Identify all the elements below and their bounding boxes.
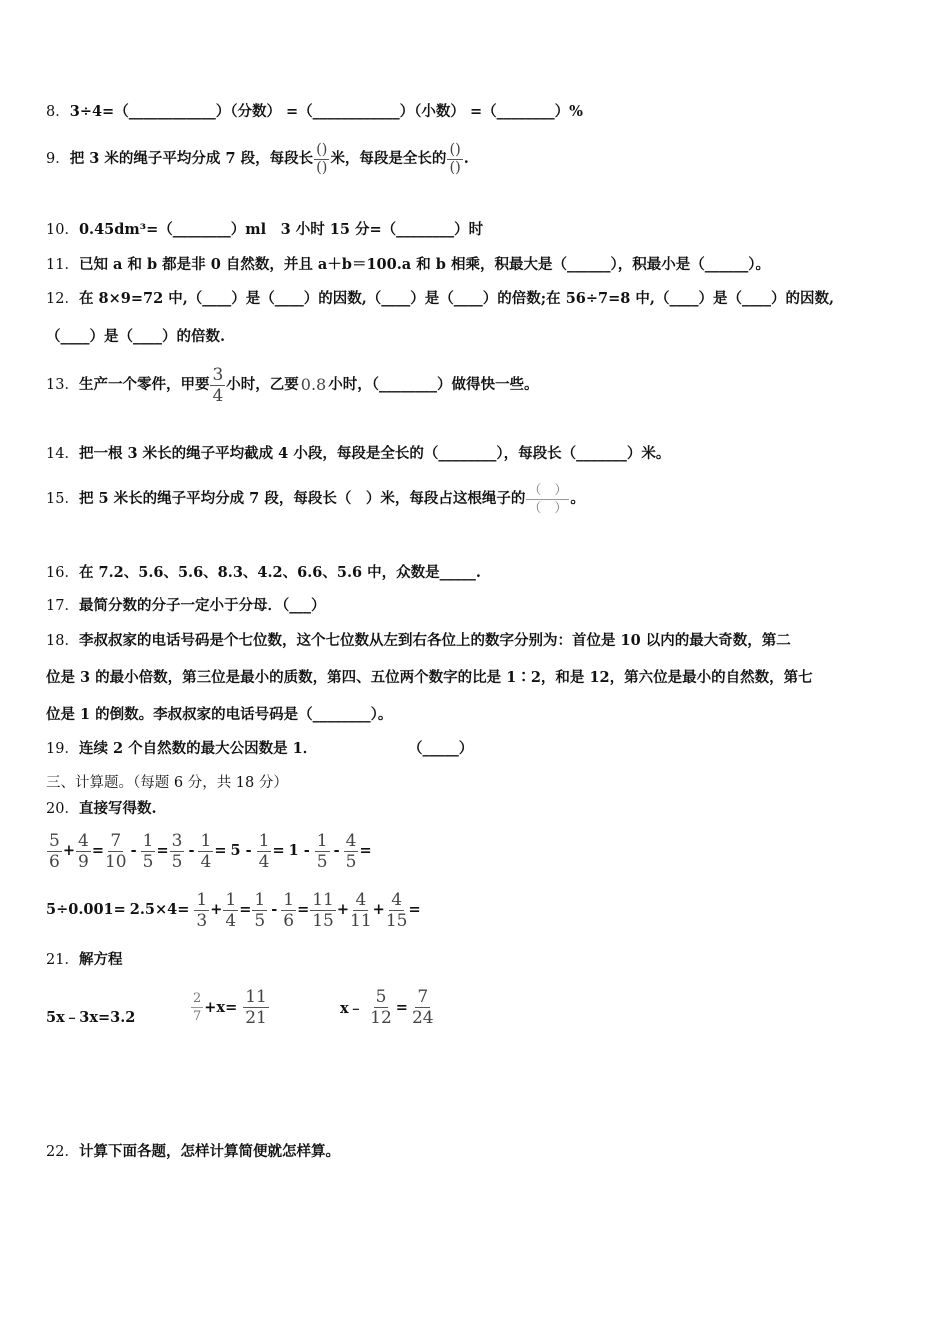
denominator: 15 — [312, 910, 334, 931]
denominator: 10 — [104, 851, 127, 872]
denominator: 5 — [316, 851, 328, 872]
equation-text: 5x﹣3x=3.2 — [46, 1009, 136, 1026]
expression-text: 5÷0.001= — [46, 901, 126, 918]
fraction — [412, 987, 434, 1028]
fraction — [315, 831, 330, 872]
question-text: 直接写得数. — [78, 800, 157, 817]
question-text: 。 — [570, 490, 585, 507]
question-number: 19． — [46, 741, 79, 757]
fraction — [170, 831, 185, 872]
equation-text: x﹣ — [340, 999, 364, 1017]
fraction — [47, 831, 62, 872]
fraction — [194, 890, 209, 931]
question-text: 位是 3 的最小倍数，第三位是最小的质数，第四、五位两个数字的比是 1∶2，和是 12，第六位是最小的自然数，第七 — [46, 669, 813, 686]
question-text: 把 5 米长的绳子平均分成 7 段，每段长（ ）米，每段占这根绳子的 — [78, 490, 526, 507]
question-text: 3÷4=（____________）（分数） =（____________）（小数） =（________）% — [69, 103, 583, 120]
question-18 — [46, 631, 920, 651]
denominator: () — [449, 159, 461, 176]
question-number: 14． — [46, 446, 79, 462]
numerator: 2 — [193, 990, 202, 1006]
question-text: 米，每段是全长的 — [330, 150, 447, 167]
denominator: （ ） — [528, 500, 568, 516]
numerator: 1 — [196, 889, 208, 910]
denominator: 21 — [245, 1007, 267, 1028]
fraction — [198, 831, 213, 872]
question-12 — [46, 289, 920, 309]
question-17 — [46, 596, 920, 616]
operator: - — [333, 842, 340, 859]
question-text: 解方程 — [78, 951, 123, 968]
question-number: 12． — [46, 291, 79, 307]
numerator: 1 — [316, 830, 328, 851]
question-number: 11． — [46, 257, 79, 273]
numerator: 4 — [77, 830, 89, 851]
expression-text: 1 - — [288, 842, 310, 859]
equals: = — [91, 842, 104, 859]
numerator: 3 — [212, 364, 224, 385]
answer-blank: （_____） — [408, 740, 474, 757]
denominator: 4 — [258, 851, 270, 872]
numerator: 1 — [258, 830, 270, 851]
question-number: 21． — [46, 952, 79, 968]
numerator: 1 — [225, 889, 237, 910]
denominator: 6 — [283, 910, 295, 931]
question-text: 生产一个零件，甲要 — [78, 376, 210, 393]
question-text: 小时，（________）做得快一些。 — [328, 376, 539, 393]
fraction — [281, 890, 296, 931]
decimal-value: 0.8 — [300, 375, 327, 394]
denominator: 15 — [385, 910, 408, 931]
question-number: 22． — [46, 1144, 79, 1160]
fraction — [210, 365, 225, 406]
question-12-continued — [46, 327, 920, 347]
fraction — [314, 142, 329, 177]
section-title: 三、计算题。（每题 6 分，共 18 分） — [46, 775, 288, 791]
numerator: 11 — [312, 889, 334, 910]
equals: = — [272, 842, 285, 859]
question-11 — [46, 255, 920, 275]
fraction — [344, 831, 359, 872]
question-text: 已知 a 和 b 都是非 0 自然数，并且 a＋b＝100.a 和 b 相乘，积最大是（______），积最小是（______）。 — [78, 256, 770, 273]
operator: - — [188, 842, 195, 859]
denominator: () — [316, 159, 328, 176]
question-text: 计算下面各题，怎样计算简便就怎样算。 — [78, 1143, 340, 1160]
fraction — [257, 831, 272, 872]
fraction — [191, 990, 203, 1025]
expression-text: 2.5×4= — [129, 901, 190, 918]
numerator: 4 — [355, 889, 367, 910]
fraction — [223, 890, 238, 931]
question-number: 9． — [46, 151, 70, 167]
numerator: 11 — [245, 986, 267, 1007]
equals: = — [359, 842, 372, 859]
fraction — [447, 142, 462, 177]
operator: + — [336, 901, 350, 918]
operator: + — [372, 901, 385, 918]
question-18-line2 — [46, 668, 920, 688]
fraction — [526, 482, 569, 517]
fraction — [243, 987, 269, 1028]
question-text: 把一根 3 米长的绳子平均截成 4 小段，每段是全长的（________），每段长（_______）米。 — [78, 445, 671, 462]
fraction — [350, 890, 372, 931]
question-text: 李叔叔家的电话号码是个七位数，这个七位数从左到右各位上的数字分别为：首位是 10 以内的最大奇数，第二 — [78, 632, 791, 649]
numerator: 3 — [171, 830, 183, 851]
question-text: 小时，乙要 — [226, 376, 299, 393]
denominator: 6 — [49, 851, 60, 872]
question-number: 13． — [46, 377, 79, 393]
numerator: 7 — [110, 830, 122, 851]
question-16 — [46, 563, 920, 583]
equation-1 — [46, 1008, 920, 1028]
equals: = — [239, 901, 252, 918]
operator: - — [130, 842, 137, 859]
equation-text: +x= — [204, 998, 238, 1016]
fraction — [252, 890, 267, 931]
numerator: 7 — [417, 986, 429, 1007]
question-number: 18． — [46, 633, 79, 649]
question-10 — [46, 220, 920, 240]
denominator: 7 — [193, 1008, 202, 1024]
equation-3 — [340, 982, 435, 1032]
fraction — [105, 831, 127, 872]
fraction — [76, 831, 91, 872]
equals: = — [408, 901, 421, 918]
calc-row-2 — [46, 888, 920, 932]
question-number: 20． — [46, 801, 79, 817]
denominator: 11 — [350, 910, 372, 931]
question-number: 16． — [46, 565, 79, 581]
question-text: . — [463, 150, 469, 167]
denominator: 5 — [254, 910, 266, 931]
question-22 — [46, 1142, 920, 1162]
question-8 — [46, 102, 920, 122]
numerator: () — [449, 141, 461, 158]
numerator: 5 — [49, 830, 60, 851]
question-9 — [46, 137, 920, 181]
question-text: 最简分数的分子一定小于分母．（___） — [78, 597, 326, 614]
denominator: 24 — [411, 1007, 434, 1028]
equation-2 — [190, 982, 270, 1032]
equals: = — [297, 901, 310, 918]
question-text: 0.45dm³=（________）ml 3 小时 15 分=（________）时 — [78, 221, 484, 238]
denominator: 5 — [345, 851, 357, 872]
denominator: 12 — [370, 1007, 392, 1028]
question-number: 10． — [46, 222, 79, 238]
operator: + — [62, 842, 75, 859]
expression-text: 5 - — [230, 842, 252, 859]
fraction — [370, 987, 392, 1028]
denominator: 3 — [196, 910, 208, 931]
equals: = — [156, 842, 169, 859]
numerator: 1 — [283, 889, 295, 910]
question-text: 位是 1 的倒数。李叔叔家的电话号码是（________）。 — [46, 706, 393, 723]
question-20 — [46, 799, 920, 819]
denominator: 4 — [212, 385, 224, 406]
equals: = — [214, 842, 227, 859]
numerator: 1 — [142, 830, 154, 851]
calc-row-1 — [46, 829, 920, 873]
question-number: 15． — [46, 491, 79, 507]
question-text: 连续 2 个自然数的最大公因数是 1． — [78, 740, 318, 757]
denominator: 9 — [77, 851, 89, 872]
numerator: 1 — [254, 889, 266, 910]
question-text: 在 8×9=72 中,（____）是（____）的因数,（____）是（____）的倍数;在 56÷7=8 中,（____）是（____）的因数, — [78, 290, 834, 307]
question-18-line3 — [46, 705, 920, 725]
operator: + — [210, 901, 223, 918]
denominator: 4 — [200, 851, 212, 872]
numerator: （ ） — [528, 482, 568, 498]
question-text: 在 7.2、5.6、5.6、8.3、4.2、6.6、5.6 中，众数是_____. — [78, 564, 481, 581]
numerator: 4 — [391, 889, 403, 910]
question-19 — [46, 739, 920, 759]
question-14 — [46, 444, 920, 464]
numerator: () — [316, 141, 328, 158]
operator: - — [271, 901, 278, 918]
question-number: 17． — [46, 598, 79, 614]
denominator: 4 — [225, 910, 237, 931]
fraction — [310, 890, 336, 931]
numerator: 4 — [345, 830, 357, 851]
denominator: 5 — [142, 851, 154, 872]
question-text: 把 3 米的绳子平均分成 7 段，每段长 — [69, 150, 314, 167]
question-number: 8． — [46, 104, 70, 120]
equation-text: = — [395, 998, 408, 1016]
section-heading — [46, 773, 920, 793]
question-21 — [46, 950, 920, 970]
question-13 — [46, 361, 920, 409]
question-text: （____）是（____）的倍数. — [46, 328, 226, 345]
numerator: 1 — [200, 830, 212, 851]
fraction — [386, 890, 408, 931]
numerator: 5 — [375, 986, 387, 1007]
denominator: 5 — [171, 851, 183, 872]
fraction — [141, 831, 156, 872]
question-15 — [46, 477, 920, 521]
